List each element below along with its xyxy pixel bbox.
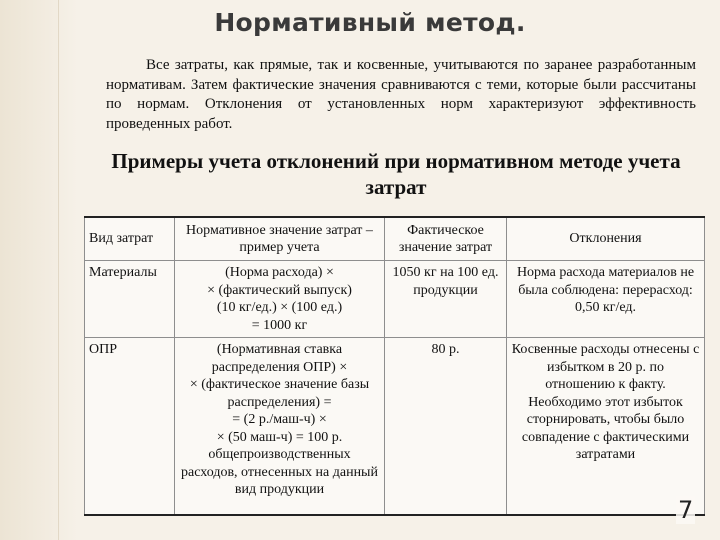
cell-actual-value: 1050 кг на 100 ед. продукции [385, 261, 507, 338]
normative-line: (Норма расхода) × [225, 265, 334, 280]
deviation-table-container [84, 216, 704, 516]
cell-deviation: Косвенные расходы отнесены с избытком в 20 р. по отношению к факту. Необходимо этот избыток сторнировать, чтобы было совпадение с фактическими затратами [507, 338, 705, 516]
header-normative-value: Нормативное значение затрат – пример учета [175, 217, 385, 261]
normative-line: = (2 р./маш-ч) × [232, 412, 327, 427]
cell-cost-type: Материалы [85, 261, 175, 338]
cell-actual-value: 80 р. [385, 338, 507, 516]
header-cost-type: Вид затрат [85, 217, 175, 261]
normative-line: × (50 маш-ч) = 100 р. [216, 429, 343, 445]
header-deviation: Отклонения [507, 217, 705, 261]
normative-line: × (фактический выпуск) [207, 282, 352, 298]
cell-normative-value [175, 261, 385, 338]
table-subtitle: Примеры учета отклонений при нормативном методе учета затрат [111, 149, 681, 199]
deviation-table [84, 216, 705, 516]
cell-normative-value [175, 338, 385, 516]
header-actual-value: Фактическое значение затрат [385, 217, 507, 261]
decorative-sidebar [0, 0, 78, 540]
table-header-row [85, 217, 705, 261]
normative-line: (Нормативная ставка распределения ОПР) × [211, 342, 348, 375]
normative-line: × (фактическое значение базы распределения) = [189, 377, 370, 410]
decorative-line [58, 0, 59, 540]
normative-line: (10 кг/ед.) × (100 ед.) [216, 300, 343, 315]
intro-paragraph: Все затраты, как прямые, так и косвенные, учитываются по заранее разработанным нормативам. Затем фактические значения сравниваются с теми, которые были рассчитаны по нормам. Отклонения от установленных норм характеризуют эффективность проведенных работ. [106, 57, 696, 132]
table-row [85, 338, 705, 516]
page-title: Нормативный метод. [214, 8, 526, 37]
cell-deviation: Норма расхода материалов не была соблюдена: перерасход: 0,50 кг/ед. [507, 261, 705, 338]
normative-line: общепроизводственных расходов, отнесенных на данный вид продукции [181, 447, 378, 497]
normative-line: = 1000 кг [251, 317, 308, 333]
table-row [85, 261, 705, 338]
cell-cost-type: ОПР [85, 338, 175, 516]
page-number: 7 [678, 496, 694, 524]
